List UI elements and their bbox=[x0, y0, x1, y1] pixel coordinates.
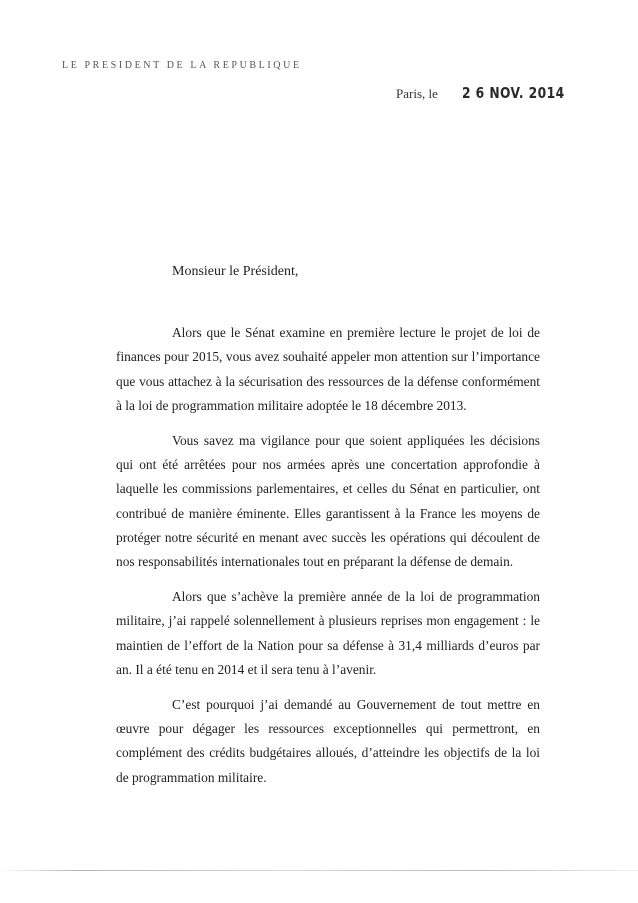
date-stamp: 2 6 NOV. 2014 bbox=[461, 84, 565, 102]
paragraph-4: C’est pourquoi j’ai demandé au Gouvernement de tout mettre en œuvre pour dégager les ressources exceptionnelles qui permettront, en complément des crédits budgétaires alloués, d’atteindre les objectifs de la loi de programmation militaire. bbox=[116, 696, 540, 785]
date-place: Paris, le bbox=[396, 86, 438, 101]
paragraph-1: Alors que le Sénat examine en première lecture le projet de loi de finances pour 2015, vous avez souhaité appeler mon attention sur l’importance que vous attachez à la sécurisation des ressources de la défense conformément à la loi de programmation militaire adoptée le 18 décembre 2013. bbox=[116, 325, 540, 413]
scan-footer-line bbox=[0, 870, 638, 871]
letterhead: LE PRESIDENT DE LA REPUBLIQUE bbox=[62, 60, 302, 71]
paragraph-3: Alors que s’achève la première année de la loi de programmation militaire, j’ai rappelé solennellement à plusieurs reprises mon engagement : le maintien de l’effort de la Nation pour sa défense à 31,4 milliards d’euros par an. Il a été tenu en 2014 et il sera tenu à l’avenir. bbox=[116, 588, 540, 677]
dateline bbox=[396, 84, 587, 103]
letter-body bbox=[116, 321, 540, 800]
salutation: Monsieur le Président, bbox=[172, 264, 299, 279]
paragraph-2: Vous savez ma vigilance pour que soient appliquées les décisions qui ont été arrêtées pour nos armées après une concertation approfondie à laquelle les commissions parlementaires, et celles du Sénat en particulier, ont contribué de manière éminente. Elles garantissent à la France les moyens de protéger notre sécurité en menant avec succès les opérations qui découlent de nos responsabilités internationales tout en préparant la défense de demain. bbox=[116, 432, 540, 570]
